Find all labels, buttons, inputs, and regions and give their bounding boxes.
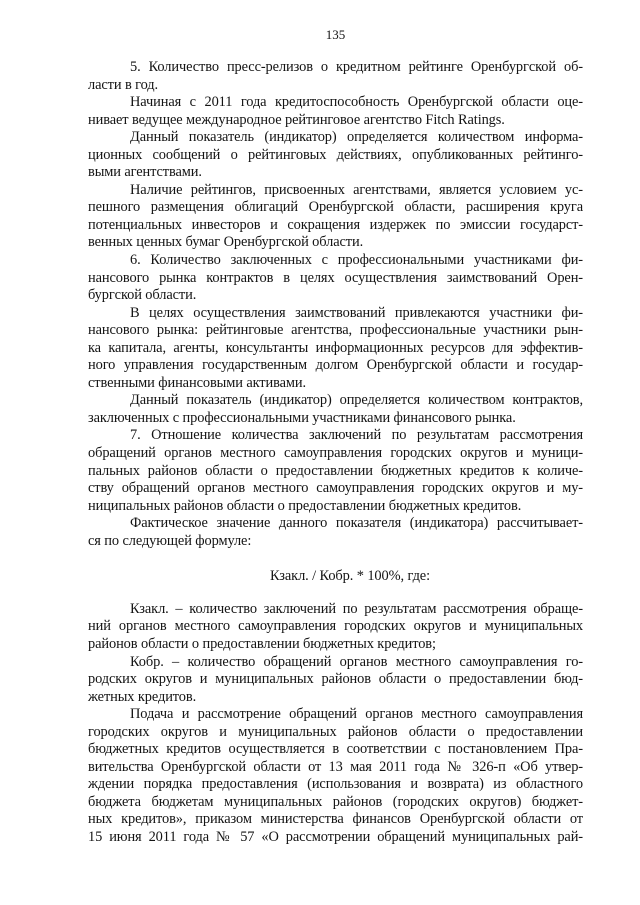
paragraph-6	[88, 305, 583, 393]
text-line: ний органов местного самоуправления городских округов и муниципальных	[88, 618, 583, 635]
text-line: ся по следующей формуле:	[88, 532, 252, 549]
text-line: Фактическое значение данного показателя (индикатора) рассчитывает-	[130, 515, 583, 532]
text-line: городских округов и муниципальных районов области о предоставлении	[88, 723, 583, 740]
text-line: 15 июня 2011 года № 57 «О рассмотрении обращений муниципальных рай-	[88, 829, 583, 846]
paragraph-3	[88, 129, 583, 182]
page-number: 135	[325, 27, 346, 42]
document-body	[88, 59, 583, 847]
blank-line	[88, 585, 583, 601]
text-line: Кзакл. – количество заключений по результатам рассмотрения обраще-	[130, 600, 583, 617]
text-line: ласти в год.	[88, 76, 158, 93]
text-line: выми агентствами.	[88, 164, 202, 181]
text-line: Данный показатель (индикатор) определяется количеством контрактов,	[130, 392, 583, 409]
text-line: ственными финансовыми активами.	[88, 374, 306, 391]
text-line: венных ценных бумаг Оренбургской области.	[88, 234, 364, 251]
text-line: ных кредитов», приказом министерства финансов Оренбургской области от	[88, 811, 583, 828]
paragraph-11	[88, 654, 583, 707]
paragraph-5	[88, 252, 583, 305]
paragraph-1	[88, 59, 583, 94]
paragraph-4	[88, 182, 583, 252]
text-line: районов области о предоставлении бюджетных кредитов;	[88, 636, 436, 652]
text-line: ждении порядка предоставления (использования и возврата) из областного	[88, 776, 583, 793]
text-line: вительства Оренбургской области от 13 мая 2011 года № 326-п «Об утвер-	[88, 758, 583, 775]
text-line: бюджета бюджетам муниципальных районов (городских округов) бюджет-	[88, 793, 583, 810]
text-line: родских округов и муниципальных районов области о предоставлении бюд-	[88, 671, 583, 688]
text-line: бюджетных кредитов осуществляется в соответствии с постановлением Пра-	[88, 741, 583, 758]
text-line: Подача и рассмотрение обращений органов местного самоуправления	[130, 706, 583, 723]
paragraph-8	[88, 427, 583, 515]
text-line: 7. Отношение количества заключений по результатам рассмотрения	[130, 427, 583, 444]
blank-line	[88, 550, 583, 568]
text-line: Данный показатель (индикатор) определяется количеством информа-	[130, 129, 583, 146]
text-line: нивает ведущее международное рейтинговое агентство Fitch Ratings.	[88, 111, 505, 128]
text-line: бургской области.	[88, 287, 197, 304]
text-line: 6. Количество заключенных с профессиональными участниками фи-	[130, 252, 583, 269]
text-line: ционных сообщений о рейтинговых действиях, опубликованных рейтинго-	[88, 146, 583, 163]
paragraph-12	[88, 706, 583, 846]
text-line: пешного размещения облигаций Оренбургской области, расширения круга	[88, 199, 583, 216]
text-line: нансового рынка контрактов в целях осуществления заимствований Орен-	[88, 269, 583, 286]
text-line: В целях осуществления заимствований привлекаются участники фи-	[130, 304, 583, 321]
paragraph-10	[88, 601, 583, 654]
text-line: Кобр. – количество обращений органов местного самоуправления го-	[130, 653, 583, 670]
text-line: ного управления государственным долгом Оренбургской области и государ-	[88, 357, 583, 374]
text-line: обращений органов местного самоуправления городских округов и муници-	[88, 445, 583, 462]
text-line: ка капитала, агенты, консультанты информационных ресурсов для эффектив-	[88, 339, 583, 356]
text-line: заключенных с профессиональными участниками финансового рынка.	[88, 409, 516, 426]
text-line: 5. Количество пресс-релизов о кредитном рейтинге Оренбургской об-	[130, 59, 583, 75]
text-line: пальных районов области о предоставлении бюджетных кредитов к количе-	[88, 462, 583, 479]
text-line: Начиная с 2011 года кредитоспособность Оренбургской области оце-	[130, 94, 583, 111]
text-line: жетных кредитов.	[88, 688, 197, 705]
text-line: потенциальных инвесторов и сокращения издержек по эмиссии государст-	[88, 216, 583, 233]
paragraph-2	[88, 94, 583, 129]
paragraph-7	[88, 392, 583, 427]
formula-line: Кзакл. / Кобр. * 100%, где:	[270, 567, 430, 584]
text-line: нансового рынка: рейтинговые агентства, профессиональные участники рын-	[88, 322, 583, 339]
text-line: ниципальных районов области о предоставлении бюджетных кредитов.	[88, 497, 522, 514]
text-line: ству обращений органов местного самоуправления городских округов и му-	[88, 480, 583, 497]
text-line: Наличие рейтингов, присвоенных агентствами, является условием ус-	[130, 181, 583, 198]
paragraph-9	[88, 515, 583, 550]
